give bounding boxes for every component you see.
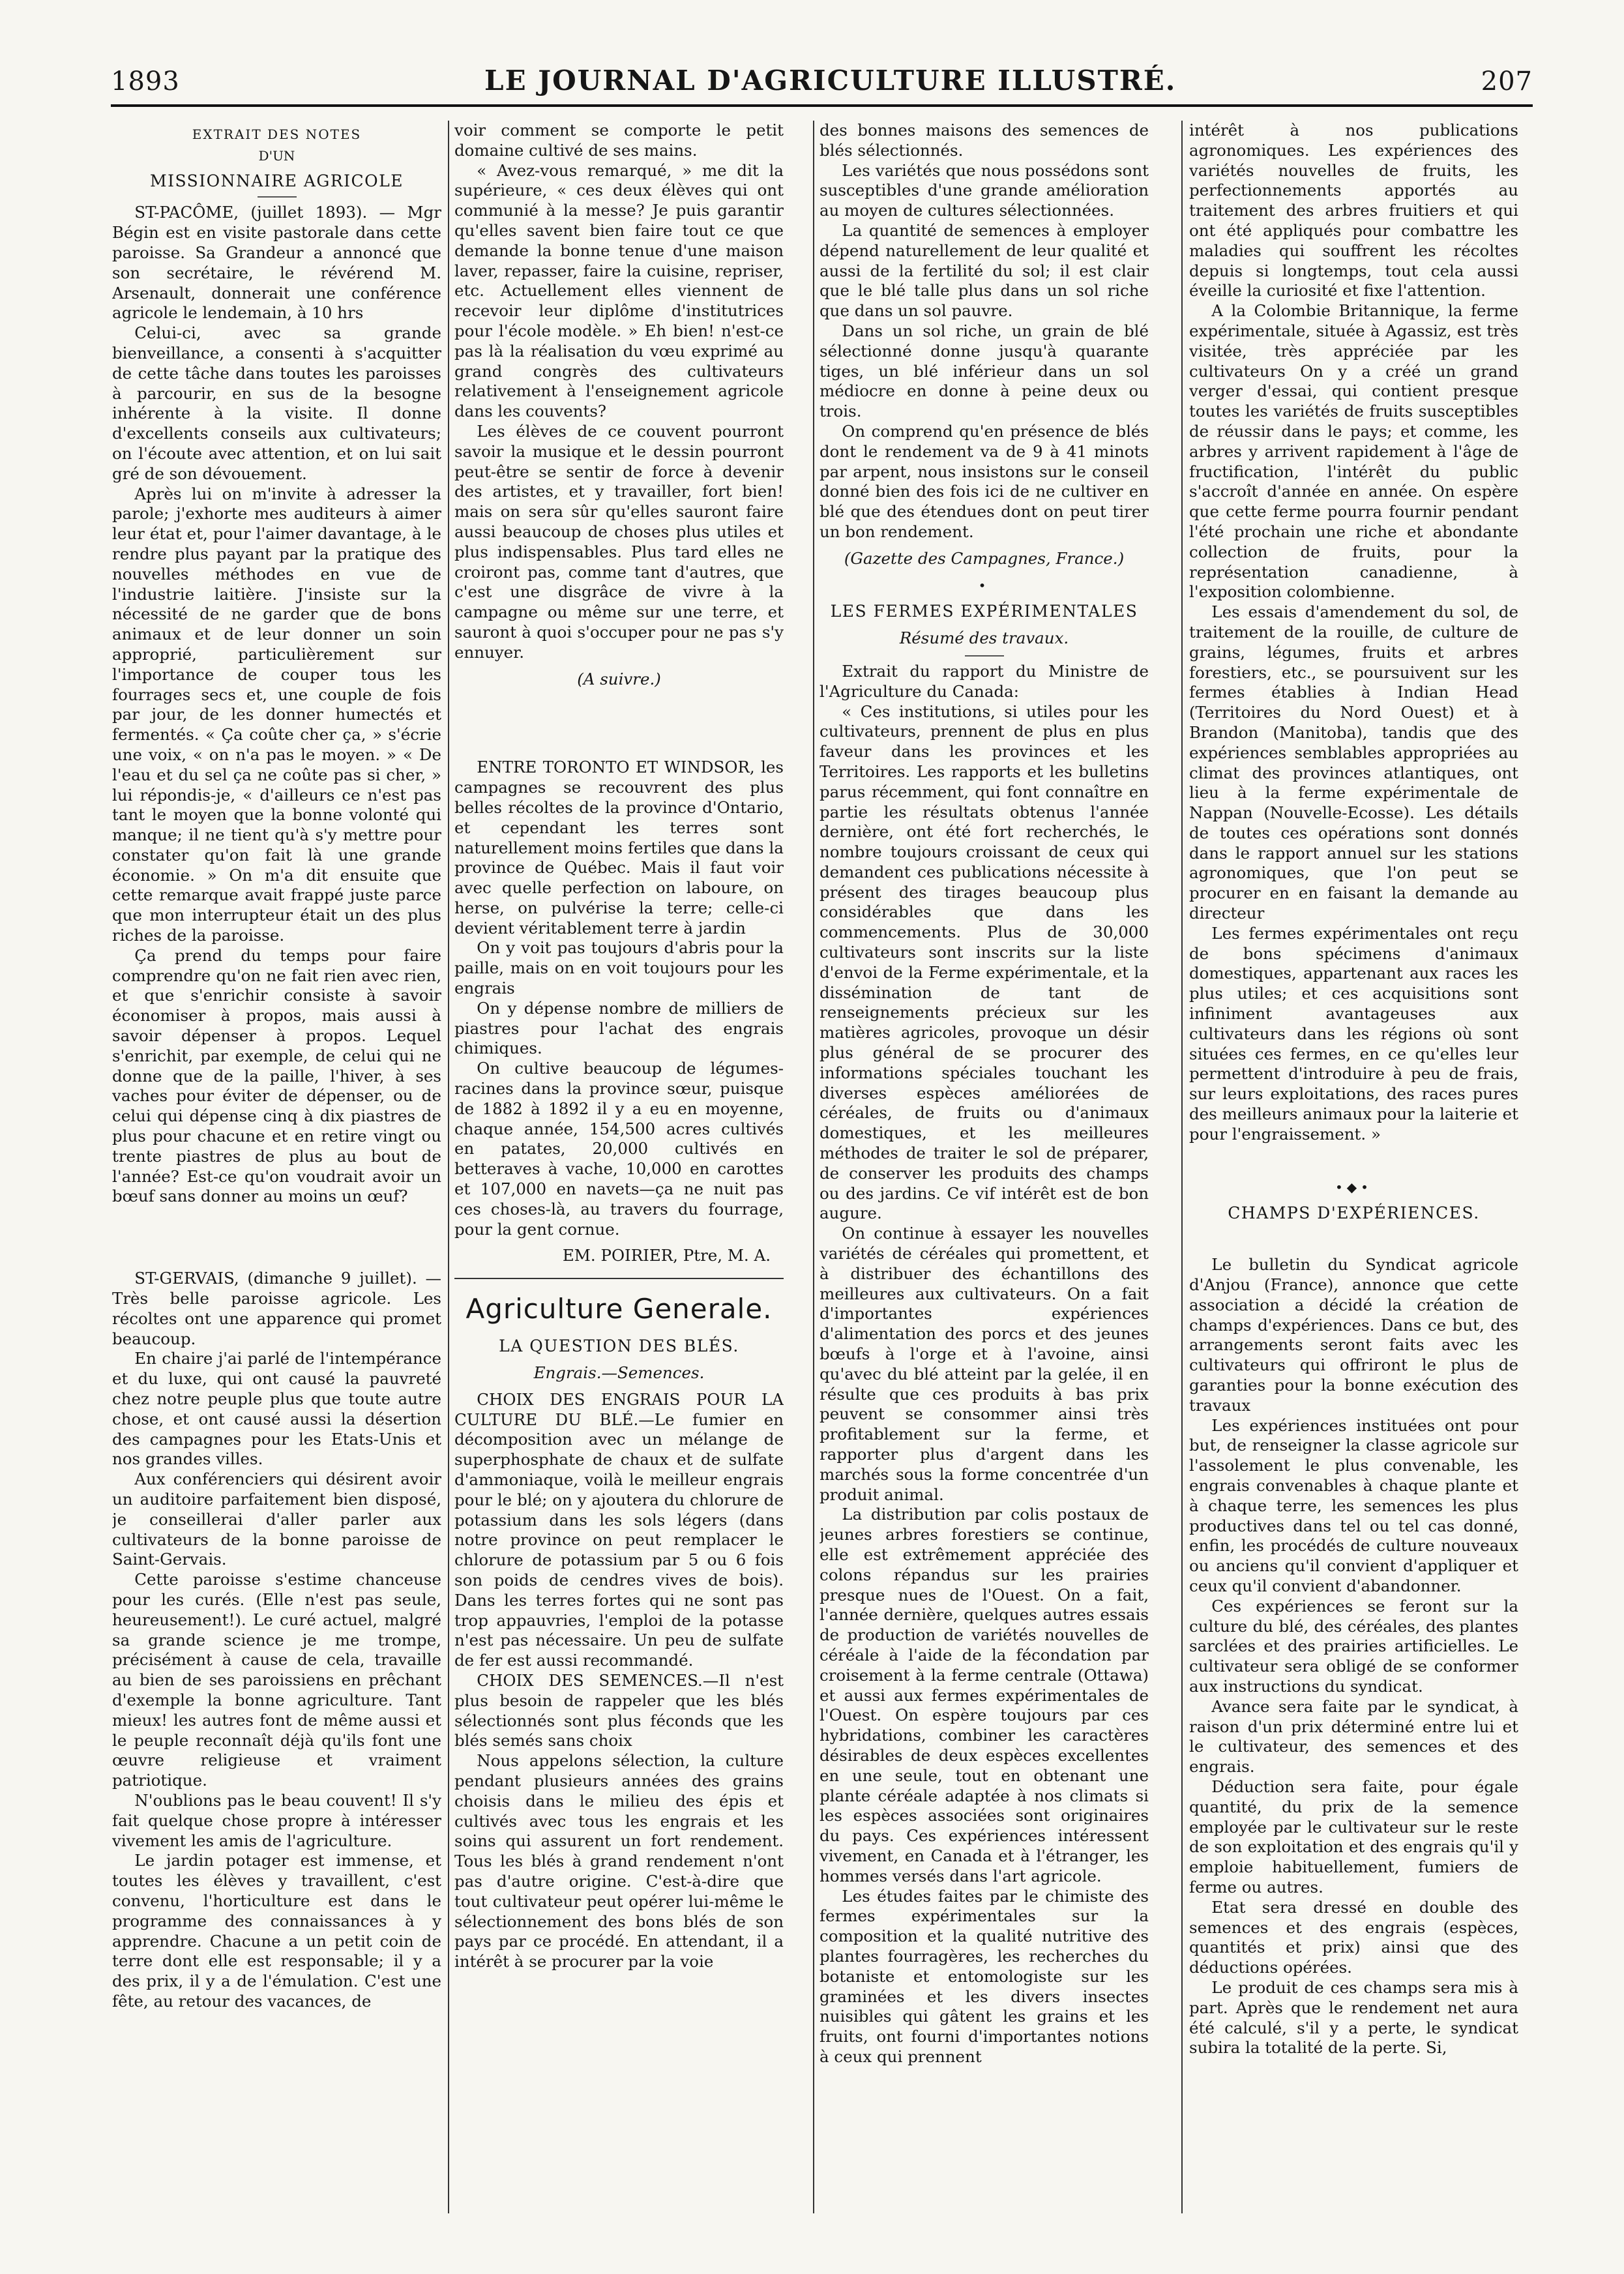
paragraph: Les expériences instituées ont pour but, de renseigner la classe agricole sur l'assolement le plus convenable, les engrais convenables à chaque plante et à chaque terre, les semences les plus productives dans tel ou tel cas donné, enfin, les procédés de culture nouveaux ou anciens qu'il convient d'appliquer et ceux qu'il convient d'abandonner. — [1189, 1415, 1518, 1595]
article-title: LES FERMES EXPÉRIMENTALES — [830, 602, 1138, 621]
paragraph: intérêt à nos publications agronomiques. Les expériences des variétés nouvelles de fruits, les perfectionnements apportés au traitement des arbres fruitiers et qui ont été appliqués pour combattre les maladies qui souffrent les récoltes depuis si longtemps, tout cela aussi éveille la curiosité et fixe l'attention. — [1189, 121, 1518, 301]
header-rule — [111, 104, 1533, 107]
paragraph: N'oublions pas le beau couvent! Il s'y fait quelque chose propre à intéresser vivement les amis de l'agriculture. — [112, 1790, 441, 1850]
column-4 — [1189, 121, 1518, 2212]
heading-dun: D'UN — [258, 147, 295, 164]
paragraph: En chaire j'ai parlé de l'intempérance et du luxe, qui ont causé la pauvreté chez notre peuple plus que toute autre chose, et ont causé aussi la désertion des campagnes pour les Etats-Unis et nos grandes villes. — [112, 1349, 441, 1469]
paragraph: Les fermes expérimentales ont reçu de bons spécimens d'animaux domestiques, appartenant aux races les plus utiles; et ces acquisitions sont infiniment avantageuses aux cultivateurs dans les régions où sont situées ces fermes, en ce qu'elles leur permettent d'introduire à peu de frais, sur leurs exploitations, des races pures des meilleurs animaux pour la laiterie et pour l'engraissement. » — [1189, 923, 1518, 1144]
heading-missionnaire: MISSIONNAIRE AGRICOLE — [149, 171, 404, 190]
paragraph: Les essais d'amendement du sol, de traitement de la rouille, de culture de grains, légumes, fruits et arbres forestiers, etc., se poursuivent sur les fermes établies à Indian Head (Territoires du Nord Ouest) et à Brandon (Manitoba), tandis que des expériences semblables appropriées au climat des provinces atlantiques, ont lieu à la ferme expérimentale de Nappan (Nouvelle-Ecosse). Les détails de toutes ces opérations sont donnés dans le rapport annuel sur les stations agronomiques, que l'on peut se procurer en en faisant la demande au directeur — [1189, 602, 1518, 923]
paragraph: La distribution par colis postaux de jeunes arbres forestiers se continue, elle est extrêmement appréciée des colons répandus sur les prairies presque nues de l'Ouest. On a fait, l'année dernière, quelques autres essais de production de variétés nouvelles de céréale à l'aide de la fécondation par croisement à la ferme centrale (Ottawa) et aussi aux fermes expérimentales de l'Ouest. On espère toujours par ces hybridations, combiner les caractères désirables de deux espèces excellentes en une seule, tout en obtenant une plante céréale adaptée à nos climats si les espèces associées sont originaires du pays. Ces expériences intéressent vivement, en Canada et à l'étranger, les hommes versés dans l'art agricole. — [819, 1505, 1149, 1885]
paragraph: Les élèves de ce couvent pourront savoir la musique et le dessin pourront peut-être se sentir de force à devenir des artistes, et y travailler, fort bien! mais on sera sûr qu'elles sauront faire aussi beaucoup de choses plus utiles et plus indispensables. Plus tard elles ne croiront pas, comme tant d'autres, que c'est une disgrâce de vivre à la campagne ou même sur une terre, et sauront à quoi s'occuper pour ne pas s'y ennuyer. — [454, 421, 784, 662]
paragraph: On cultive beaucoup de légumes-racines dans la province sœur, puisque de 1882 à 1892 il y a eu en moyenne, chaque année, 154,500 acres cultivés en patates, 20,000 cultivés en betteraves à vache, 10,000 en carottes et 107,000 en navets—ça ne nuit pas ces choses-là, au travers du fourrage, pour la gent cornue. — [454, 1059, 784, 1239]
signature: EM. POIRIER, Ptre, M. A. — [562, 1246, 771, 1265]
paragraph: ST-GERVAIS, (dimanche 9 juillet). — Très belle paroisse agricole. Les récoltes ont une apparence qui promet beaucoup. — [112, 1269, 441, 1348]
paragraph: Après lui on m'invite à adresser la parole; j'exhorte mes auditeurs à aimer leur état et, pour l'aimer davantage, à le rendre plus payant par la pratique des nouvelles méthodes en vue de l'industrie laitière. J'insiste sur la nécessité de ne garder que de bons animaux et de leur donner un soin approprié, particulièrement sur l'importance de couper tous les fourrages secs et, une couple de fois par jour, de les donner humectés et fermentés. « Ça coûte cher ça, » s'écrie une voix, « on n'a pas le moyen. » « De l'eau et du sel ça ne coûte pas si cher, » lui répondis-je, « d'ailleurs ce n'est pas tant le moyen que la bonne volonté qui manque; il ne tient qu'à s'y mettre pour constater qu'on fait là une grande économie. » On m'a dit ensuite que cette remarque avait frappé juste parce que mon interrupteur était un des plus riches de la paroisse. — [112, 484, 441, 945]
column-3 — [819, 121, 1149, 2212]
a-suivre: (A suivre.) — [577, 669, 661, 688]
paragraph: Etat sera dressé en double des semences et des engrais (espèces, quantités et prix) ainsi que des déductions opérées. — [1189, 1897, 1518, 1977]
paragraph: « Ces institutions, si utiles pour les cultivateurs, prennent de plus en plus faveur dans les provinces et les Territoires. Les rapports et les bulletins parus récemment, qui font connaître en partie les résultats obtenus l'année dernière, ont été fort recherchés, le nombre toujours croissant de ceux qui demandent ces publications nécessite à présent des tirages beaucoup plus considérables que dans les commencements. Plus de 30,000 cultivateurs sont inscrits sur la liste d'envoi de la Ferme expérimentale, et la dissémination de tant de renseignements précieux sur les matières agricoles, provoque un désir plus général de se procurer des informations spéciales touchant les diverses espèces améliorées de céréales, de fruits ou d'animaux domestiques, et les meilleures méthodes de traiter le sol de préparer, de conserver les produits des champs ou des jardins. Ce vif intérêt est de bon augure. — [819, 701, 1149, 1223]
page-number: 207 — [1481, 66, 1533, 96]
header-year: 1893 — [111, 66, 180, 96]
ornament: •◆• — [1335, 1179, 1372, 1195]
paragraph: Dans un sol riche, un grain de blé sélectionné donne jusqu'à quarante tiges, un blé inférieur dans un sol médiocre en donne à peine deux ou trois. — [819, 321, 1149, 421]
paragraph: Les variétés que nous possédons sont susceptibles d'une grande amélioration au moyen de cultures sélectionnées. — [819, 160, 1149, 220]
paragraph: La quantité de semences à employer dépend naturellement de leur qualité et aussi de la fertilité du sol; il est clair que le blé talle plus dans un sol riche que dans un sol pauvre. — [819, 220, 1149, 321]
paragraph: Nous appelons sélection, la culture pendant plusieurs années des grains choisis dans le milieu des épis et cultivés avec tous les engrais et les soins qui assurent un fort rendement. Tous les blés à grand rendement n'ont pas d'autre origine. C'est-à-dire que tout cultivateur peut opérer lui-même le sélectionnement des bons blés de son pays par ce procédé. En attendant, il a intérêt à se procurer par la voie — [454, 1751, 784, 1971]
column-rule-2 — [813, 121, 814, 2213]
paragraph: des bonnes maisons des semences de blés sélectionnés. — [819, 121, 1149, 160]
divider — [258, 196, 297, 198]
paragraph: CHOIX DES SEMENCES.—Il n'est plus besoin de rappeler que les blés sélectionnés sont plus féconds que les blés semés sans choix — [454, 1670, 784, 1750]
paragraph: Le bulletin du Syndicat agricole d'Anjou (France), annonce que cette association a décidé la création de champs d'expériences. Dans ce but, des arrangements seront faits avec les cultivateurs qui offriront le plus de garanties pour la bonne exécution des travaux — [1189, 1255, 1518, 1415]
paragraph: Ça prend du temps pour faire comprendre qu'on ne fait rien avec rien, et que s'enrichir consiste à savoir économiser à propos, mais aussi à savoir dépenser à propos. Lequel s'enrichit, par exemple, de celui qui ne donne que de la paille, l'hiver, à ses vaches pour éviter de dépenser, ou de celui qui dépense cinq à dix piastres de plus pour chacune et en retire vingt ou trente piastres de plus au bout de l'année? Est-ce qu'on voudrait avoir un bœuf sans donner au moins un œuf? — [112, 945, 441, 1206]
column-rule-3 — [1181, 121, 1183, 2213]
paragraph: Le jardin potager est immense, et toutes les élèves y travaillent, c'est convenu, l'horticulture est dans le programme des connaissances à y apprendre. Chacune a un petit coin de terre dont elle est responsable; il y a des prix, il y a de l'émulation. C'est une fête, au retour des vacances, de — [112, 1851, 441, 2011]
paragraph: Extrait du rapport du Ministre de l'Agriculture du Canada: — [819, 661, 1149, 701]
page-header — [111, 51, 1533, 96]
paragraph: Les études faites par le chimiste des fermes expérimentales sur la composition et la qualité nutritive des plantes fourragères, les recherches du botaniste et entomologiste sur les graminées et les divers insectes nuisibles qui gâtent les grains et les fruits, ont fourni d'importantes notions à ceux qui prennent — [819, 1886, 1149, 2066]
paragraph: On comprend qu'en présence de blés dont le rendement va de 9 à 41 minots par arpent, nous insistons sur le conseil donné bien des fois ici de ne cultiver en blé que des étendues dont on peut tirer un bon rendement. — [819, 421, 1149, 541]
journal-title: LE JOURNAL D'AGRICULTURE ILLUSTRÉ. — [484, 65, 1177, 96]
paragraph: A la Colombie Britannique, la ferme expérimentale, située à Agassiz, est très visitée, très appréciée par les cultivateurs On y a créé un grand verger d'essai, qui contient presque toutes les variétés de fruits susceptibles de réussir dans le pays; et comme, les arbres y arrivent rapidement à l'âge de fructification, l'intérêt du public s'accroît d'année en année. On espère que cette ferme pourra fournir pendant l'été prochain une riche et abondante collection de fruits, pour la représentation canadienne, à l'exposition colombienne. — [1189, 301, 1518, 602]
divider — [454, 1278, 784, 1279]
article-subtitle: Engrais.—Semences. — [533, 1363, 705, 1383]
paragraph: On y dépense nombre de milliers de piastres pour l'achat des engrais chimiques. — [454, 998, 784, 1058]
paragraph: Aux conférenciers qui désirent avoir un auditoire parfaitement bien disposé, je conseillerai d'aller parler aux cultivateurs de la bonne paroisse de Saint-Gervais. — [112, 1469, 441, 1569]
section-title: Agriculture Generale. — [465, 1293, 773, 1325]
paragraph: On continue à essayer les nouvelles variétés de céréales qui promettent, et à distribuer des échantillons des meilleures aux cultivateurs. On a fait d'importantes expériences d'alimentation des porcs et des jeunes bœufs à l'orge et à l'avoine, ainsi qu'avec du blé atteint par la gelée, il en résulte que ces produits à bas prix peuvent se consommer ainsi très profitablement sur la ferme, et rapporter plus d'argent dans les marchés sous la forme concentrée d'un produit animal. — [819, 1224, 1149, 1504]
paragraph: « Avez-vous remarqué, » me dit la supérieure, « ces deux élèves qui ont communié à la messe? Je puis garantir qu'elles savent bien faire tout ce que demande la bonne tenue d'une maison laver, repasser, faire la cuisine, repriser, etc. Actuellement elles viennent de recevoir leur diplôme d'institutrices pour l'école modèle. » Eh bien! n'est-ce pas là la réalisation du vœu exprimé au grand congrès des cultivateurs relativement à l'enseignement agricole dans les couvents? — [454, 160, 784, 421]
paragraph: Cette paroisse s'estime chanceuse pour les curés. (Elle n'est pas seule, heureusement!). Le curé actuel, malgré sa grande science je me trompe, précisément à cause de cela, travaille au bien de ses paroissiens en prêchant d'exemple la bonne agriculture. Tant mieux! les autres font de même aussi et le peuple reconnaît déjà qu'ils font une œuvre religieuse et vraiment patriotique. — [112, 1570, 441, 1790]
paragraph: voir comment se comporte le petit domaine cultivé de ses mains. — [454, 121, 784, 160]
paragraph: Celui-ci, avec sa grande bienveillance, a consenti à s'acquitter de cette tâche dans toutes les paroisses à parcourir, en sus de la besogne inhérente à la visite. Il donne d'excellents conseils aux cultivateurs; on l'écoute avec attention, et on lui sait gré de son dévouement. — [112, 323, 441, 483]
column-rule-1 — [448, 121, 449, 2213]
paragraph: Déduction sera faite, pour égale quantité, du prix de la semence employée par le cultivateur sur le reste de son exploitation et des engrais qu'il y emploie habituellement, fumiers de ferme ou autres. — [1189, 1777, 1518, 1897]
spacer — [112, 1207, 441, 1269]
paragraph: Le produit de ces champs sera mis à part. Après que le rendement net aura été calculé, s'il y a perte, le syndicat subira la totalité de la perte. Si, — [1189, 1977, 1518, 2058]
ornament: • — [978, 577, 990, 593]
spacer — [454, 696, 784, 758]
heading-extrait: EXTRAIT DES NOTES — [192, 126, 362, 142]
article-subtitle: Résumé des travaux. — [899, 628, 1069, 648]
spacer — [1189, 1145, 1518, 1171]
paragraph: ST-PACÔME, (juillet 1893). — Mgr Bégin est en visite pastorale dans cette paroisse. Sa Grandeur a annoncé que son secrétaire, le révérend M. Arsenault, donnerait une conférence agricole le lendemain, à 10 hrs — [112, 203, 441, 323]
paragraph: ENTRE TORONTO ET WINDSOR, les campagnes se recouvrent des plus belles récoltes de la province d'Ontario, et cependant les terres sont naturellement moins fertiles que dans la province de Québec. Mais il faut voir avec quelle perfection on laboure, on herse, on pulvérise la terre; celle-ci devient véritablement terre à jardin — [454, 758, 784, 938]
paragraph: Avance sera faite par le syndicat, à raison d'un prix déterminé entre lui et le cultivateur, des semences et des engrais. — [1189, 1696, 1518, 1777]
divider — [965, 655, 1004, 657]
column-1 — [112, 121, 441, 2212]
column-2 — [454, 121, 784, 2212]
article-title: CHAMPS D'EXPÉRIENCES. — [1228, 1203, 1480, 1223]
source-citation: (Gazette des Campagnes, France.) — [844, 548, 1125, 568]
article-title: LA QUESTION DES BLÉS. — [499, 1336, 739, 1356]
paragraph: On y voit pas toujours d'abris pour la paille, mais on en voit toujours pour les engrais — [454, 938, 784, 998]
paragraph: CHOIX DES ENGRAIS POUR LA CULTURE DU BLÉ.—Le fumier en décomposition avec un mélange de superphosphate de chaux et de sulfate d'ammoniaque, voilà le meilleur engrais pour le blé; on y ajoutera du chlorure de potassium dans les sols légers (dans notre province on peut remplacer le chlorure de potassium par 5 ou 6 fois son poids de cendres vives de bois). Dans les terres fortes qui ne sont pas trop appauvries, l'emploi de la potasse n'est pas nécessaire. Un peu de sulfate de fer est aussi recommandé. — [454, 1389, 784, 1670]
paragraph: Ces expériences se feront sur la culture du blé, des céréales, des plantes sarclées et des prairies artificielles. Le cultivateur sera obligé de se conformer aux instructions du syndicat. — [1189, 1596, 1518, 1696]
spacer — [1189, 1229, 1518, 1255]
